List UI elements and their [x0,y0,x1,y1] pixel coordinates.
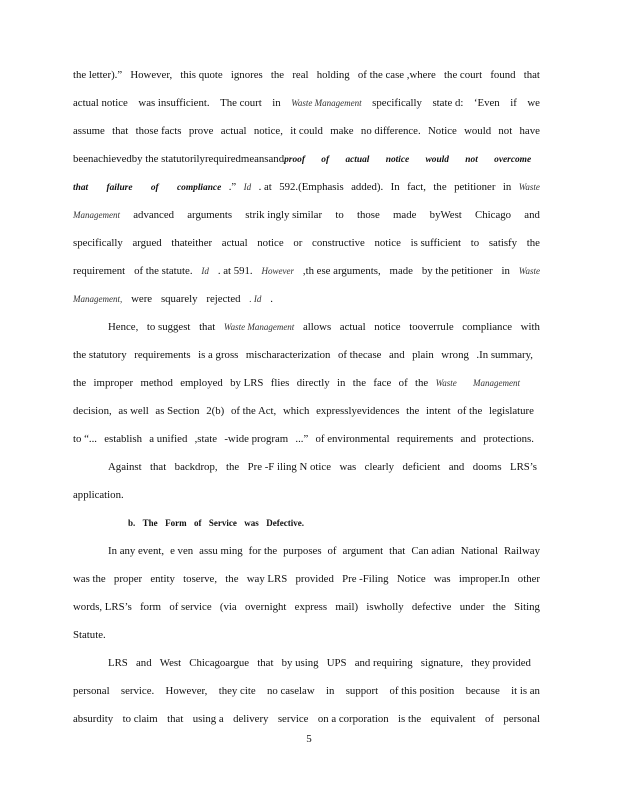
text-line [73,208,540,222]
text-word: petitioner [454,181,496,193]
text-word: equivalent [430,713,476,725]
text-word: of the statute. [134,265,193,277]
text-word: been [73,153,94,165]
text-word: expresslyevidences [316,405,400,417]
text-word: Pre -F iling N otice [247,461,331,473]
text-word: of the Act, [230,405,277,417]
text-word: intent [426,405,451,417]
text-word: UPS [326,657,347,669]
text-word: Waste Management [291,98,362,108]
text-word: However, [165,685,208,697]
text-word: they cite [218,685,256,697]
text-word: was the [73,573,106,585]
text-line [73,628,540,642]
text-line [73,600,540,614]
text-line [73,712,540,726]
text-word: LRS’s [509,461,537,473]
text-word: by using [281,657,319,669]
text-word: assume [73,125,105,137]
text-word: ...” [295,433,309,445]
text-word: actual [221,237,248,249]
text-word: under [459,601,485,613]
text-line [73,488,540,502]
text-word: application. [73,489,124,501]
text-word: to [335,209,344,221]
text-word: ,state [194,433,218,445]
text-word: the [415,377,429,389]
text-word: they provided [471,657,531,669]
text-word: .” [228,181,237,193]
text-word: way LRS [246,573,288,585]
text-word: and [389,349,405,361]
text-word: assu ming [199,545,243,557]
text-line [73,236,540,250]
text-word: actual [220,125,247,137]
text-word: proper [113,573,143,585]
text-word: of the [457,405,483,417]
text-word: by the statutorily [131,153,205,165]
text-word: the statutory [73,349,127,361]
text-word: legislature [488,405,534,417]
text-word: support [345,685,379,697]
text-word: employed [180,377,223,389]
text-word: . Id [249,294,262,304]
text-word: and [524,209,540,221]
text-word: . at [258,181,272,193]
text-word: words, LRS’s [73,601,132,613]
text-word: in [502,181,512,193]
text-word: service [277,713,309,725]
text-word: b. [128,518,136,528]
text-word: express [294,601,328,613]
text-word: those [356,209,380,221]
text-word: 592.(Emphasis [279,181,344,193]
text-word: Notice [396,573,426,585]
text-word: required [204,153,241,165]
text-word: Form [165,518,187,528]
text-word: that [523,69,540,81]
text-word: Waste [518,182,540,192]
text-word: the [492,601,506,613]
text-word: absurdity [73,713,114,725]
text-word: notice [374,237,401,249]
text-word: However [261,266,294,276]
text-line [73,152,532,167]
text-line [108,320,540,334]
text-word: Can adian [411,545,455,557]
text-word: proof of actual notice would not overcome [284,155,532,165]
text-line [73,96,540,110]
text-word: Notice [428,125,457,137]
text-word: of [327,545,337,557]
text-word: by LRS [230,377,264,389]
text-word: the court [444,69,483,81]
text-word: .In summary, [476,349,533,361]
text-word: on a corporation [317,713,389,725]
text-word: protections. [483,433,534,445]
text-word: for the [248,545,278,557]
text-word: the letter).” [73,69,123,81]
text-word: Chicago [475,209,512,221]
text-word: directly [296,377,330,389]
text-word: Management, [73,294,123,304]
text-line [73,376,520,390]
text-word: that [389,545,406,557]
text-line [108,460,537,474]
text-word: purposes [283,545,322,557]
text-word: using a [192,713,224,725]
text-word: rejected [206,293,241,305]
text-word: decision, [73,405,112,417]
text-word: fact, [407,181,426,193]
section-heading [128,516,304,530]
text-word: was [244,518,259,528]
text-word: Id [201,266,209,276]
text-word: satisfy [488,237,518,249]
text-word: requirements [396,433,454,445]
text-word: in [337,377,346,389]
text-word: argued [132,237,162,249]
text-word: The court [220,97,262,109]
text-word: was insufficient. [138,97,210,109]
text-word: and [136,657,152,669]
text-word: is sufficient [410,237,462,249]
text-word: would [464,125,492,137]
page-number: 5 [306,733,312,745]
text-word: Management [73,210,120,220]
text-word: is a gross [198,349,239,361]
text-word: or [293,237,303,249]
text-word: prove [188,125,214,137]
text-word: by the petitioner [421,265,493,277]
text-word: as Section [155,405,200,417]
text-word: was [433,573,451,585]
text-word: Waste Management [223,322,295,332]
text-word: argument [342,545,384,557]
text-word: ‘Even [473,97,500,109]
text-word: defective [411,601,452,613]
text-word: actual [339,321,366,333]
text-word: mischaracterization [245,349,331,361]
text-word: of thecase [337,349,382,361]
text-word: is the [398,713,422,725]
text-word: not [498,125,513,137]
text-word: that failure of compliance [73,183,222,193]
text-word: Chicagoargue [189,657,250,669]
text-word: Waste Management [435,378,520,388]
text-word: deficient [402,461,441,473]
text-word: dooms [472,461,502,473]
text-word: of the case ,where [357,69,436,81]
text-word: made [389,265,413,277]
text-word: of this position [389,685,455,697]
text-word: backdrop, [174,461,218,473]
text-word: Pre -Filing [342,573,389,585]
text-word: . at 591. [217,265,253,277]
text-word: it could [290,125,323,137]
text-line [73,432,534,446]
text-word: if [510,97,517,109]
text-word: the [270,69,285,81]
text-word: and [448,461,465,473]
text-word: other [517,573,540,585]
text-word: that [150,461,167,473]
text-word: clearly [364,461,395,473]
text-word: state d: [432,97,464,109]
text-word: Hence, [108,321,139,333]
text-word: face [373,377,392,389]
text-word: of [484,713,494,725]
text-word: Statute. [73,629,106,641]
text-line [73,124,540,138]
text-word: Against [108,461,142,473]
text-word: . [270,293,273,305]
text-word: delivery [233,713,269,725]
text-word: that [167,713,184,725]
text-word: the [352,377,366,389]
text-word: Siting [514,601,540,613]
text-word: compliance [462,321,513,333]
text-line [73,572,540,586]
text-word: a unified [149,433,188,445]
text-word: have [519,125,540,137]
text-word: requirement [73,265,126,277]
text-word: However, [130,69,173,81]
text-word: ,th ese arguments, [302,265,381,277]
text-word: and requiring [354,657,413,669]
text-word: Waste [518,266,540,276]
text-word: advanced [133,209,175,221]
text-line [73,404,534,418]
text-word: personal [503,713,540,725]
text-word: of [398,377,408,389]
text-word: were [131,293,153,305]
text-word: to [470,237,480,249]
text-word: flies [270,377,290,389]
text-word: e ven [170,545,194,557]
text-word: Railway [503,545,540,557]
text-word: which [282,405,310,417]
text-word: no caselaw [266,685,315,697]
text-word: form [140,601,162,613]
text-word: no difference. [360,125,421,137]
text-word: Service [208,518,237,528]
text-word: tooverrule [409,321,454,333]
text-word: service. [120,685,155,697]
text-word: that [199,321,216,333]
text-word: actual notice [73,97,128,109]
text-word: strik ingly similar [245,209,323,221]
text-word: that [112,125,129,137]
text-word: plain [412,349,434,361]
text-word: notice [374,321,401,333]
text-word: National [460,545,498,557]
text-word: in [325,685,335,697]
text-word: wrong [441,349,469,361]
text-line [73,68,540,82]
text-word: to suggest [146,321,191,333]
text-word: notice, [253,125,283,137]
text-word: it is an [511,685,540,697]
text-word: LRS [108,657,128,669]
text-word: overnight [244,601,287,613]
text-line [73,348,533,362]
text-word: arguments [187,209,233,221]
text-word: method [140,377,173,389]
text-word: to claim [122,713,158,725]
text-word: thateither [171,237,213,249]
text-word: and [460,433,477,445]
text-word: the [225,461,240,473]
text-word: and [268,153,285,165]
text-word: of environmental [315,433,390,445]
text-word: holding [316,69,350,81]
text-word: was [339,461,357,473]
text-word: (via [219,601,237,613]
text-word: in [501,265,510,277]
text-word: achieved [93,153,132,165]
text-word: The [142,518,158,528]
text-word: because [465,685,500,697]
text-line [108,544,540,558]
text-word: ignores [230,69,263,81]
text-word: in [272,97,281,109]
text-word: real [292,69,309,81]
text-word: we [527,97,540,109]
text-word: Defective. [266,518,304,528]
text-word: establish [104,433,143,445]
text-word: improper.In [458,573,510,585]
text-word: byWest [429,209,462,221]
text-word: In any event, [108,545,165,557]
text-word: personal [73,685,110,697]
text-word: found [490,69,516,81]
text-word: those facts [135,125,182,137]
text-word: toserve, [183,573,218,585]
text-word: requirements [134,349,191,361]
text-word: mail) [335,601,359,613]
text-word: added). [351,181,384,193]
text-word: of [194,518,202,528]
text-word: constructive [312,237,365,249]
text-word: signature, [420,657,464,669]
text-word: made [393,209,417,221]
text-word: iswholly [366,601,404,613]
text-word: the [526,237,540,249]
text-word: as well [118,405,149,417]
text-word: make [330,125,354,137]
text-word: In [390,181,400,193]
text-word: provided [295,573,334,585]
text-word: the [225,573,239,585]
text-word: the [433,181,447,193]
text-word: allows [302,321,332,333]
text-word: West [159,657,182,669]
text-word: with [520,321,540,333]
text-word: means [240,153,269,165]
text-line [73,264,540,278]
text-word: this quote [180,69,223,81]
text-word: that [257,657,274,669]
text-line [108,656,531,670]
text-line [73,180,540,195]
text-word: of service [169,601,212,613]
text-word: notice [257,237,284,249]
text-word: squarely [160,293,198,305]
text-word: 2(b) [206,405,225,417]
text-word: to “... [73,433,97,445]
text-line [73,684,540,698]
text-word: specifically [372,97,422,109]
text-word: the [73,377,87,389]
text-word: improper [93,377,134,389]
text-word: entity [150,573,175,585]
text-word: the [406,405,420,417]
text-word: -wide program [224,433,289,445]
text-line [73,292,273,306]
text-word: Id [243,182,252,192]
text-word: specifically [73,237,123,249]
